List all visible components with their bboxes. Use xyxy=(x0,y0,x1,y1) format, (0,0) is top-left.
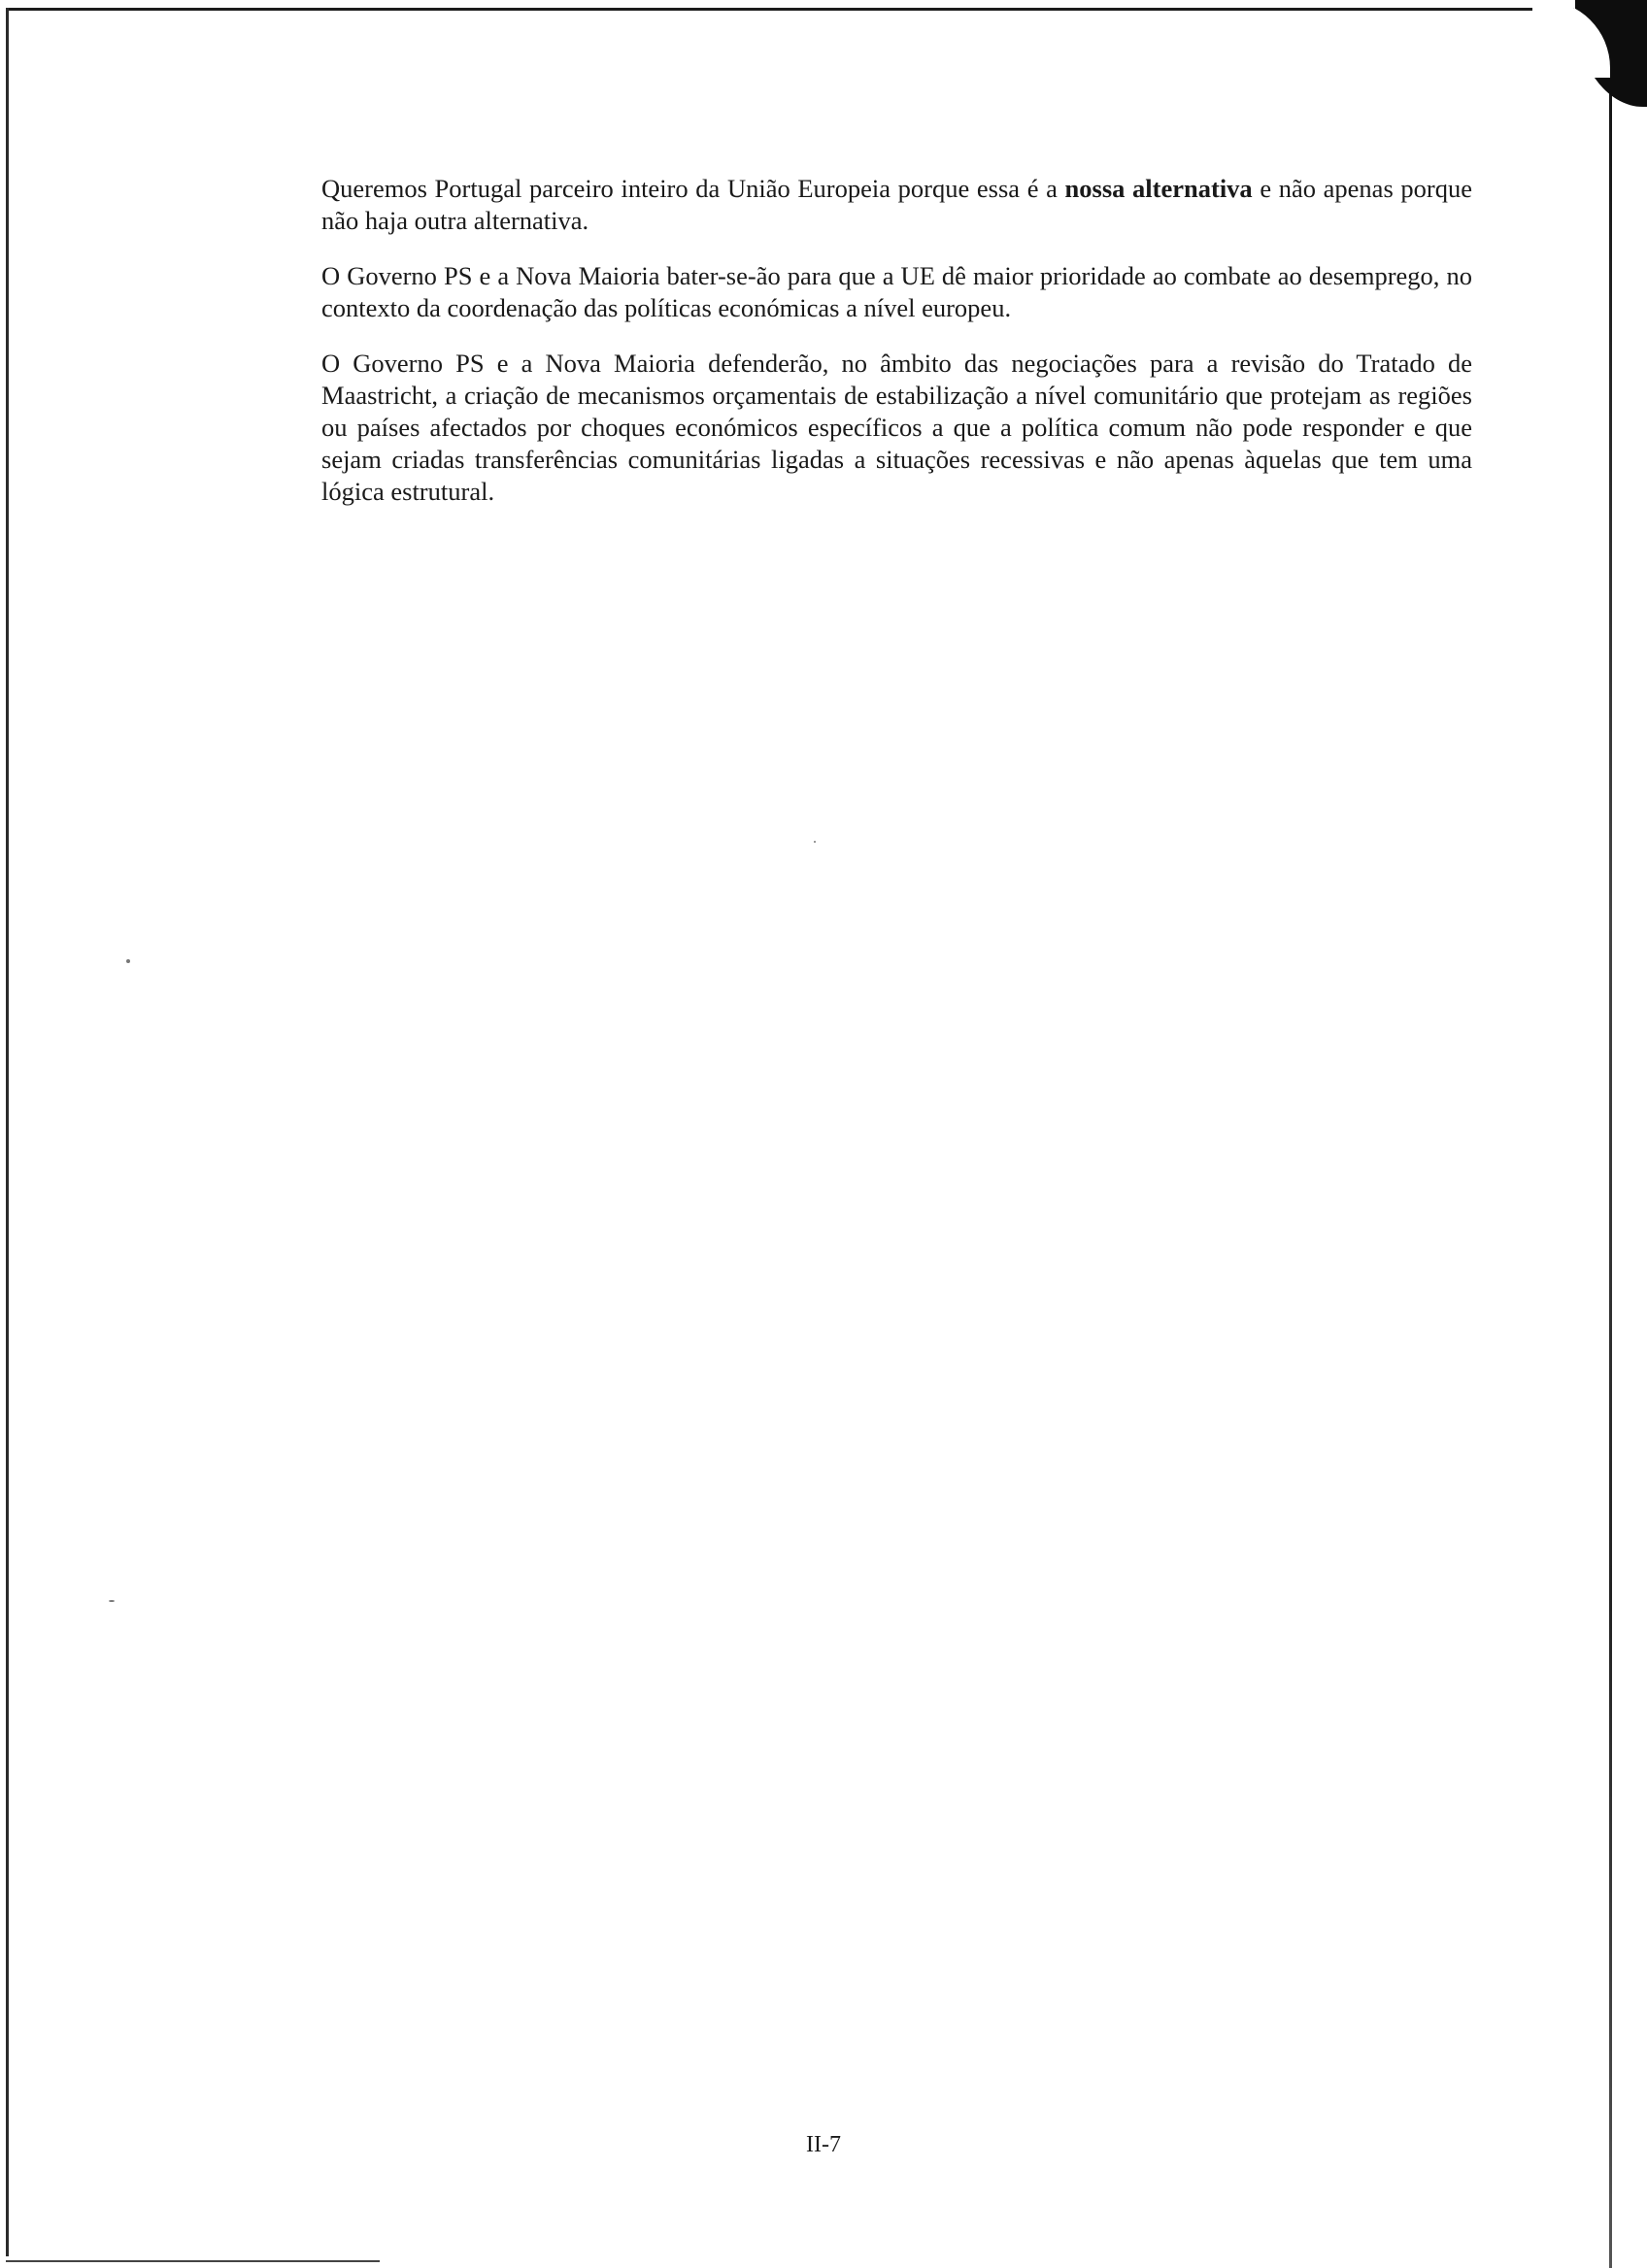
scan-speck xyxy=(814,841,816,843)
paragraph-3: O Governo PS e a Nova Maioria defenderão, no âmbito das negociações para a revisão do Tratado de Maastricht, a criação de mecanismos orçamentais de estabilização a nível comunitário que protejam as regiões ou países afectados por choques económicos específicos a que a política comum não pode responder e que sejam criadas transferências comunitárias ligadas a situações recessivas e não apenas àquelas que tem uma lógica estrutural. xyxy=(321,349,1472,506)
scan-edge-left xyxy=(6,8,9,2256)
paragraph-2: O Governo PS e a Nova Maioria bater-se-ão para que a UE dê maior prioridade ao combate ao desemprego, no contexto da coordenação das políticas económicas a nível europeu. xyxy=(321,261,1472,322)
scan-corner-shadow xyxy=(1575,0,1647,107)
paragraph-1 xyxy=(321,173,1472,237)
scan-edge-bottom xyxy=(6,2260,380,2262)
scan-speck xyxy=(109,1600,115,1602)
scan-edge-top xyxy=(6,8,1574,11)
paragraph-1-emphasis: nossa alternativa xyxy=(1064,174,1253,203)
scan-edge-right xyxy=(1609,19,1612,2268)
page-number: II-7 xyxy=(806,2132,841,2157)
scan-corner-page xyxy=(1532,0,1610,78)
paragraph-1-end: e não apenas porque não haja outra alternativa. xyxy=(321,174,1472,235)
document-body xyxy=(321,173,1472,531)
paragraph-1-start: Queremos Portugal parceiro inteiro da União Europeia porque essa é a xyxy=(321,174,1065,203)
scan-speck xyxy=(126,959,130,963)
